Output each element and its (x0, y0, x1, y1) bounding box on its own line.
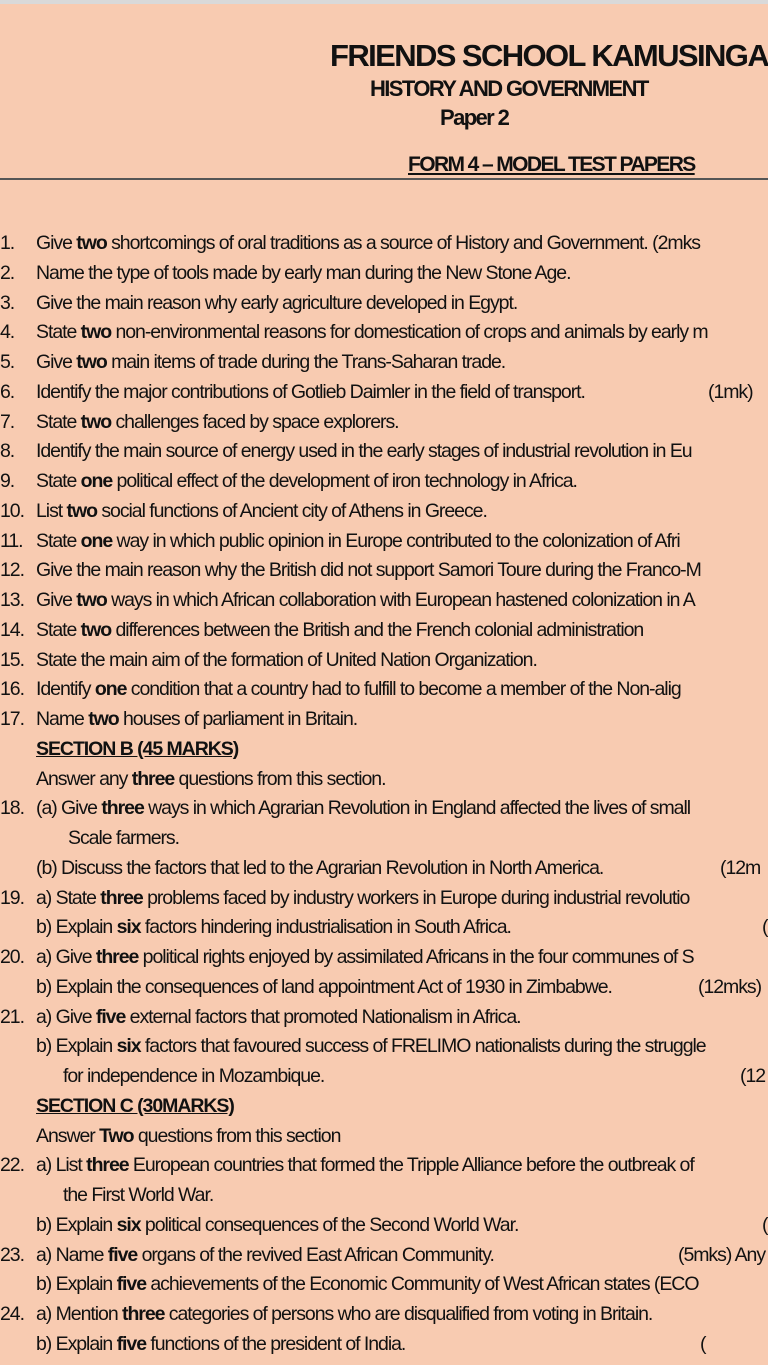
emphasis-word: one (80, 470, 113, 492)
marks-allocation: ( (762, 916, 768, 939)
text-run: organs of the revived East African Community. (137, 1243, 494, 1266)
question-number: 13. (0, 589, 24, 611)
text-run: (a) Give (36, 797, 102, 820)
question-text (36, 972, 612, 1002)
emphasis-word: six (116, 916, 141, 939)
question-text (36, 704, 357, 734)
text-run: State (36, 470, 81, 492)
question-number: 17. (0, 708, 24, 730)
question-10 (0, 496, 768, 526)
text-run: political rights enjoyed by assimilated Africans in the four communes of S (138, 946, 694, 968)
question-8 (0, 436, 768, 466)
text-run: differences between the British and the French colonial administration (111, 618, 644, 641)
text-run: the First World War. (63, 1184, 214, 1206)
text-run: way in which public opinion in Europe contributed to the colonization of Afri (112, 529, 680, 552)
marks-allocation: (12 (740, 1065, 766, 1087)
question-line (0, 1061, 768, 1091)
text-run: Identify (36, 678, 95, 701)
question-text (36, 258, 570, 288)
emphasis-word: three (131, 767, 175, 790)
question-12 (0, 555, 768, 585)
marks-allocation: (1mk) (708, 380, 753, 403)
text-run: b) Explain (36, 1332, 117, 1355)
question-number: 3. (0, 291, 15, 314)
text-run: external factors that promoted Nationalism in Africa. (125, 1005, 521, 1028)
question-line (0, 1180, 768, 1210)
emphasis-word: two (66, 499, 97, 522)
text-run: (b) Discuss the factors that led to the Agrarian Revolution in North America. (36, 856, 604, 879)
text-run: a) Name (36, 1243, 108, 1266)
emphasis-word: two (80, 410, 112, 433)
text-run: Name the type of tools made by early man during the New Stone Age. (36, 261, 571, 284)
question-1 (0, 228, 768, 258)
emphasis-word: two (80, 321, 112, 344)
text-run: ways in which African collaboration with European hastened colonization in A (106, 589, 695, 611)
text-run: European countries that formed the Tripple Alliance before the outbreak of (128, 1154, 694, 1177)
question-number: 21. (0, 1005, 24, 1028)
question-text (36, 1329, 405, 1359)
question-11 (0, 526, 768, 556)
question-line (0, 764, 768, 794)
question-text (36, 585, 695, 615)
question-text (36, 1210, 518, 1240)
question-16 (0, 674, 768, 704)
question-2 (0, 258, 768, 288)
question-text (36, 496, 487, 526)
question-14 (0, 615, 768, 645)
text-run: SECTION B (45 MARKS) (36, 737, 239, 760)
question-text (36, 347, 505, 377)
text-run: political effect of the development of iron technology in Africa. (112, 470, 577, 492)
question-text (36, 377, 585, 407)
marks-allocation: ( (762, 1213, 768, 1236)
emphasis-word: five (116, 1273, 146, 1296)
marks-allocation: (12mks) (698, 975, 762, 998)
text-run: a) Give (36, 946, 96, 968)
emphasis-word: two (76, 351, 107, 373)
text-run: Name (36, 708, 89, 730)
question-3 (0, 288, 768, 318)
text-run: State (36, 618, 81, 641)
marks-allocation: ( (700, 1332, 706, 1355)
question-13 (0, 585, 768, 615)
emphasis-word: five (107, 1243, 138, 1266)
question-text (36, 317, 708, 347)
text-run: Identify the major contributions of Gotlieb Daimler in the field of transport. (36, 380, 585, 403)
text-run: Give (36, 589, 77, 611)
top-edge (0, 0, 768, 4)
question-line (0, 912, 768, 942)
school-name: FRIENDS SCHOOL KAMUSINGA (330, 38, 768, 73)
question-number: 6. (0, 380, 15, 403)
question-number: 11. (0, 529, 23, 552)
text-run: Give the main reason why early agriculture developed in Egypt. (36, 291, 518, 314)
question-number: 19. (0, 886, 24, 909)
question-text (36, 228, 700, 258)
question-18 (0, 793, 768, 823)
emphasis-word: five (95, 1005, 126, 1028)
question-number: 5. (0, 351, 15, 373)
question-text (36, 853, 603, 883)
question-line (0, 1329, 768, 1359)
emphasis-word: one (80, 529, 113, 552)
text-run: Identify the main source of energy used in the early stages of industrial revolution in Eu (36, 440, 692, 463)
text-run: questions from this section. (174, 767, 386, 790)
question-text (36, 466, 577, 496)
question-text (36, 674, 681, 704)
emphasis-word: three (86, 1154, 129, 1177)
text-run: ways in which Agrarian Revolution in England affected the lives of small (143, 797, 691, 820)
question-text (36, 883, 689, 913)
question-text (36, 1002, 521, 1032)
section-heading (0, 734, 768, 764)
emphasis-word: six (116, 1213, 141, 1236)
text-run: a) List (36, 1154, 87, 1177)
text-run: Answer (36, 1124, 100, 1147)
question-7 (0, 407, 768, 437)
emphasis-word: three (101, 797, 144, 820)
question-21 (0, 1002, 768, 1032)
question-number: 12. (0, 559, 24, 582)
text-run: challenges faced by space explorers. (111, 410, 399, 433)
question-number: 14. (0, 618, 24, 641)
text-run: SECTION C (30MARKS) (36, 1094, 234, 1117)
text-run: non-environmental reasons for domestication of crops and animals by early m (111, 321, 708, 344)
question-line (0, 1269, 768, 1299)
emphasis-word: two (80, 618, 112, 641)
question-line (0, 1031, 768, 1061)
subject-title: HISTORY AND GOVERNMENT (370, 76, 648, 101)
question-text (36, 1121, 340, 1151)
text-run: b) Explain (36, 1273, 117, 1296)
question-text (36, 764, 385, 794)
emphasis-word: three (122, 1303, 165, 1325)
question-15 (0, 645, 768, 675)
text-run: shortcomings of oral traditions as a source of History and Government. (2mks (106, 232, 700, 254)
section-heading (0, 1091, 768, 1121)
text-run: b) Explain (36, 1035, 117, 1058)
text-run: a) Give (36, 1005, 96, 1028)
emphasis-word: three (100, 886, 143, 909)
text-run: factors hindering industrialisation in South Africa. (140, 916, 511, 939)
question-line (0, 1210, 768, 1240)
text-run: functions of the president of India. (146, 1332, 406, 1355)
text-run: houses of parliament in Britain. (118, 708, 358, 730)
question-number: 20. (0, 946, 24, 968)
question-20 (0, 942, 768, 972)
section-title (36, 734, 238, 764)
question-number: 10. (0, 499, 24, 522)
paper-number: Paper 2 (440, 105, 509, 130)
question-text (36, 436, 692, 466)
text-run: Scale farmers. (68, 827, 180, 849)
question-number: 9. (0, 470, 15, 492)
text-run: for independence in Mozambique. (63, 1065, 325, 1087)
question-text (36, 555, 701, 585)
text-run: b) Explain (36, 1213, 117, 1236)
question-text (36, 912, 511, 942)
question-24 (0, 1299, 768, 1329)
text-run: condition that a country had to fulfill to become a member of the Non-alig (126, 678, 681, 701)
text-run: Answer any (36, 767, 132, 790)
text-run: social functions of Ancient city of Athens in Greece. (96, 499, 487, 522)
emphasis-word: two (76, 589, 107, 611)
question-number: 4. (0, 321, 15, 344)
question-text (36, 407, 399, 437)
marks-allocation: (5mks) Any (678, 1243, 766, 1266)
text-run: achievements of the Economic Community of West African states (ECO (146, 1273, 699, 1296)
question-text (63, 1180, 213, 1210)
section-title (36, 1091, 234, 1121)
question-text (36, 1240, 494, 1270)
question-number: 18. (0, 797, 24, 820)
text-run: categories of persons who are disqualified from voting in Britain. (164, 1303, 653, 1325)
header-divider (0, 178, 768, 180)
text-run: State (36, 529, 81, 552)
text-run: b) Explain the consequences of land appointment Act of 1930 in Zimbabwe. (36, 975, 612, 998)
question-text (36, 1150, 694, 1180)
text-run: questions from this section (133, 1124, 341, 1147)
question-text (36, 615, 643, 645)
text-run: State the main aim of the formation of United Nation Organization. (36, 648, 537, 671)
question-text (36, 526, 680, 556)
text-run: factors that favoured success of FRELIMO nationalists during the struggle (140, 1035, 706, 1058)
text-run: a) State (36, 886, 101, 909)
emphasis-word: six (116, 1035, 141, 1058)
question-17 (0, 704, 768, 734)
text-run: political consequences of the Second World War. (140, 1213, 519, 1236)
text-run: b) Explain (36, 916, 117, 939)
question-line (0, 823, 768, 853)
text-run: main items of trade during the Trans-Saharan trade. (106, 351, 506, 373)
question-text (36, 645, 537, 675)
text-run: a) Mention (36, 1303, 122, 1325)
question-4 (0, 317, 768, 347)
question-text (36, 1299, 652, 1329)
question-number: 22. (0, 1154, 24, 1177)
question-text (63, 1061, 324, 1091)
question-23 (0, 1240, 768, 1270)
emphasis-word: Two (99, 1124, 134, 1147)
question-text (68, 823, 179, 853)
question-line (0, 1121, 768, 1151)
emphasis-word: five (116, 1332, 146, 1355)
question-text (36, 1031, 706, 1061)
question-22 (0, 1150, 768, 1180)
question-text (36, 793, 690, 823)
question-number: 2. (0, 261, 15, 284)
question-line (0, 972, 768, 1002)
question-number: 8. (0, 440, 15, 463)
question-line (0, 853, 768, 883)
text-run: List (36, 499, 67, 522)
text-run: problems faced by industry workers in Europe during industrial revolutio (142, 886, 690, 909)
emphasis-word: one (94, 678, 127, 701)
emphasis-word: two (76, 232, 107, 254)
question-number: 15. (0, 648, 24, 671)
question-text (36, 288, 517, 318)
text-run: Give the main reason why the British did not support Samori Toure during the Franco-M (36, 559, 701, 582)
question-number: 1. (0, 232, 15, 254)
question-6 (0, 377, 768, 407)
question-number: 24. (0, 1303, 24, 1325)
question-number: 7. (0, 410, 15, 433)
question-9 (0, 466, 768, 496)
text-run: Give (36, 232, 77, 254)
emphasis-word: three (95, 946, 139, 968)
question-5 (0, 347, 768, 377)
emphasis-word: two (88, 708, 119, 730)
text-run: State (36, 410, 81, 433)
question-19 (0, 883, 768, 913)
marks-allocation: (12m (720, 856, 761, 879)
question-number: 23. (0, 1243, 24, 1266)
text-run: State (36, 321, 81, 344)
question-number: 16. (0, 678, 24, 701)
question-text (36, 942, 694, 972)
form-title: FORM 4 – MODEL TEST PAPERS (408, 153, 695, 176)
text-run: Give (36, 351, 77, 373)
question-text (36, 1269, 698, 1299)
